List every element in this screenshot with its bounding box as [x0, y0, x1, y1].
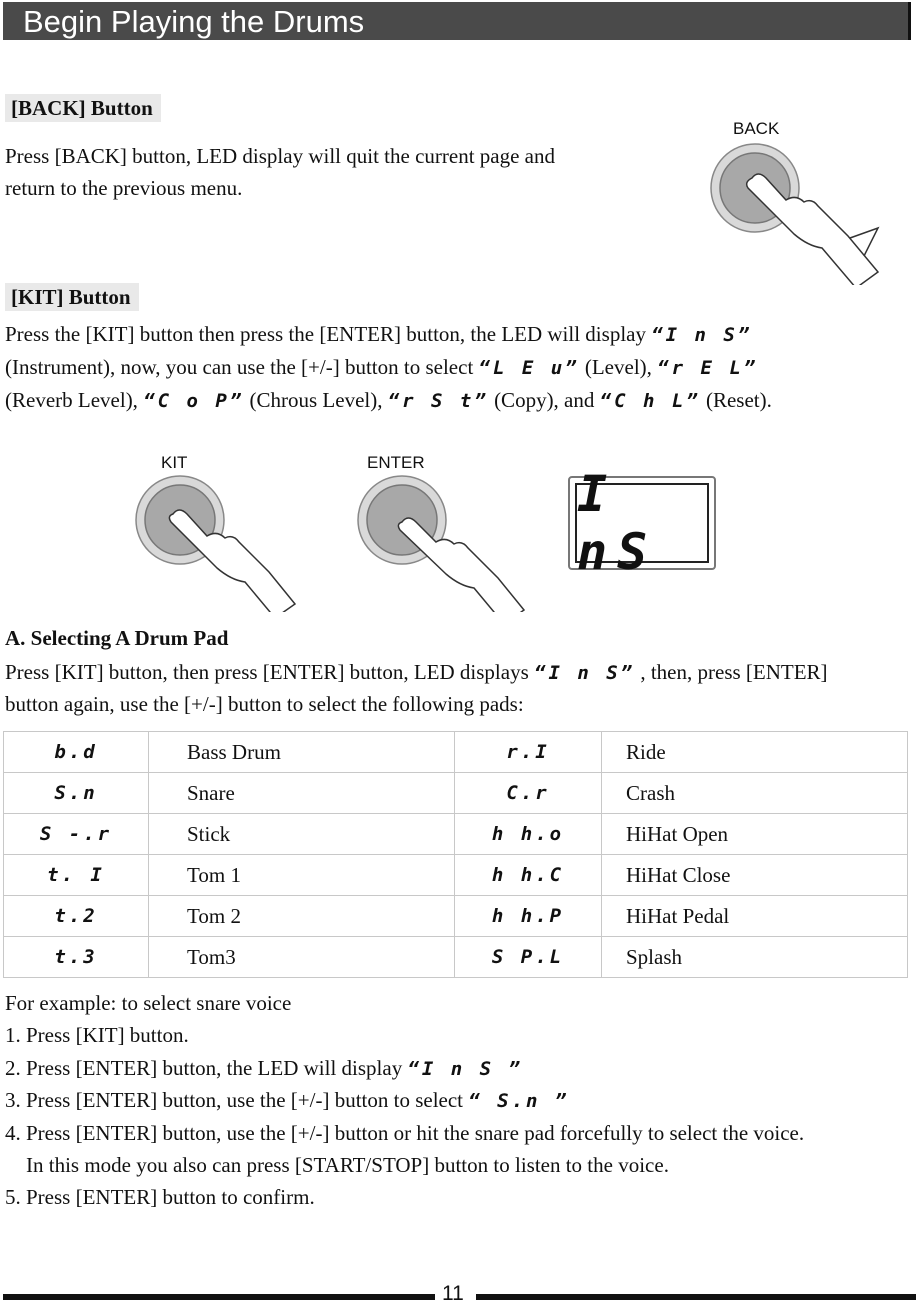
- table-row: [4, 896, 908, 937]
- selecting-pad-title: A. Selecting A Drum Pad: [5, 626, 229, 650]
- example-intro: For example: to select snare voice: [5, 991, 292, 1015]
- pressing-hand-icon: [398, 518, 524, 612]
- pad-name: Crash: [602, 773, 908, 814]
- selecting-line1-text: Press [KIT] button, then press [ENTER] button, LED displays: [5, 660, 529, 684]
- kit-line2-level: (Level),: [584, 355, 652, 379]
- back-button-illustration: [700, 140, 890, 285]
- selecting-line1-end: , then, press [ENTER]: [640, 660, 828, 684]
- pad-name: Snare: [149, 773, 455, 814]
- pad-code: t.3: [4, 937, 149, 978]
- kit-desc-line3: [5, 384, 772, 417]
- pad-name: Ride: [602, 732, 908, 773]
- pad-name: Tom 2: [149, 896, 455, 937]
- pad-code: b.d: [4, 732, 149, 773]
- page-title: Begin Playing the Drums: [23, 4, 365, 39]
- kit-line1-text: Press the [KIT] button then press the [ENTER] button, the LED will display: [5, 322, 646, 346]
- pad-name: Splash: [602, 937, 908, 978]
- pad-name: Tom3: [149, 937, 455, 978]
- table-row: [4, 773, 908, 814]
- kit-line3-reverb: (Reverb Level),: [5, 388, 138, 412]
- pad-code: S -.r: [4, 814, 149, 855]
- pads-table: [3, 731, 908, 978]
- kit-line3-reset: (Reset).: [705, 388, 772, 412]
- led-code-chl: “C h L”: [599, 390, 701, 412]
- back-button-label: BACK: [733, 119, 780, 138]
- kit-line3-copy: (Copy), and: [494, 388, 595, 412]
- led-code-rel: “r E L”: [657, 357, 759, 379]
- led-display-text: I nS: [577, 465, 658, 581]
- pad-code: h h.P: [455, 896, 602, 937]
- selecting-desc-line2: button again, use the [+/-] button to select the following pads:: [5, 692, 524, 716]
- led-code-sn: “ S.n ”: [468, 1090, 570, 1112]
- kit-desc-line2: [5, 351, 758, 384]
- page-header: [3, 2, 911, 40]
- example-step-3: [5, 1084, 569, 1117]
- pad-name: Tom 1: [149, 855, 455, 896]
- pad-code: C.r: [455, 773, 602, 814]
- led-code-leu: “L E u”: [478, 357, 580, 379]
- led-code-cop: “C o P”: [143, 390, 245, 412]
- step2-text: 2. Press [ENTER] button, the LED will display: [5, 1056, 403, 1080]
- led-display-frame: [568, 465, 716, 581]
- kit-line3-chorus: (Chrous Level),: [249, 388, 383, 412]
- led-code-ins: “I n S”: [651, 324, 753, 346]
- footer-rule-left: [3, 1294, 435, 1300]
- kit-section-label: [KIT] Button: [5, 283, 139, 311]
- example-step-4b: In this mode you also can press [START/STOP] button to listen to the voice.: [26, 1153, 669, 1177]
- pad-code: S.n: [4, 773, 149, 814]
- pad-name: HiHat Open: [602, 814, 908, 855]
- pad-name: HiHat Pedal: [602, 896, 908, 937]
- table-row: [4, 937, 908, 978]
- led-code-rst: “r S t”: [387, 390, 489, 412]
- page-number: 11: [442, 1282, 464, 1305]
- kit-desc-line1: [5, 318, 752, 351]
- kit-button-illustration: [125, 472, 305, 612]
- example-step-5: 5. Press [ENTER] button to confirm.: [5, 1185, 315, 1209]
- kit-line2-text: (Instrument), now, you can use the [+/-] button to select: [5, 355, 474, 379]
- pad-name: Stick: [149, 814, 455, 855]
- example-step-4: 4. Press [ENTER] button, use the [+/-] button or hit the snare pad forcefully to select the voice.: [5, 1121, 805, 1145]
- example-step-2: [5, 1052, 523, 1085]
- pad-code: r.I: [455, 732, 602, 773]
- back-desc-line1: Press [BACK] button, LED display will quit the current page and: [5, 144, 555, 168]
- table-row: [4, 855, 908, 896]
- pad-code: t. I: [4, 855, 149, 896]
- pad-code: S P.L: [455, 937, 602, 978]
- table-row: [4, 732, 908, 773]
- enter-button-illustration: [350, 472, 535, 612]
- step3-text: 3. Press [ENTER] button, use the [+/-] button to select: [5, 1088, 464, 1112]
- table-row: [4, 814, 908, 855]
- back-desc-line2: return to the previous menu.: [5, 176, 243, 200]
- pad-name: Bass Drum: [149, 732, 455, 773]
- back-section-label: [BACK] Button: [5, 94, 161, 122]
- selecting-desc-line1: [5, 656, 828, 689]
- pad-name: HiHat Close: [602, 855, 908, 896]
- led-code-ins: “I n S ”: [407, 1058, 523, 1080]
- kit-button-label: KIT: [161, 453, 188, 472]
- example-step-1: 1. Press [KIT] button.: [5, 1023, 189, 1047]
- enter-button-label: ENTER: [367, 453, 425, 472]
- footer-rule-right: [476, 1294, 916, 1300]
- pad-code: t.2: [4, 896, 149, 937]
- pad-code: h h.C: [455, 855, 602, 896]
- led-display-screen: [575, 465, 709, 581]
- led-code-ins: “I n S”: [534, 662, 636, 684]
- pad-code: h h.o: [455, 814, 602, 855]
